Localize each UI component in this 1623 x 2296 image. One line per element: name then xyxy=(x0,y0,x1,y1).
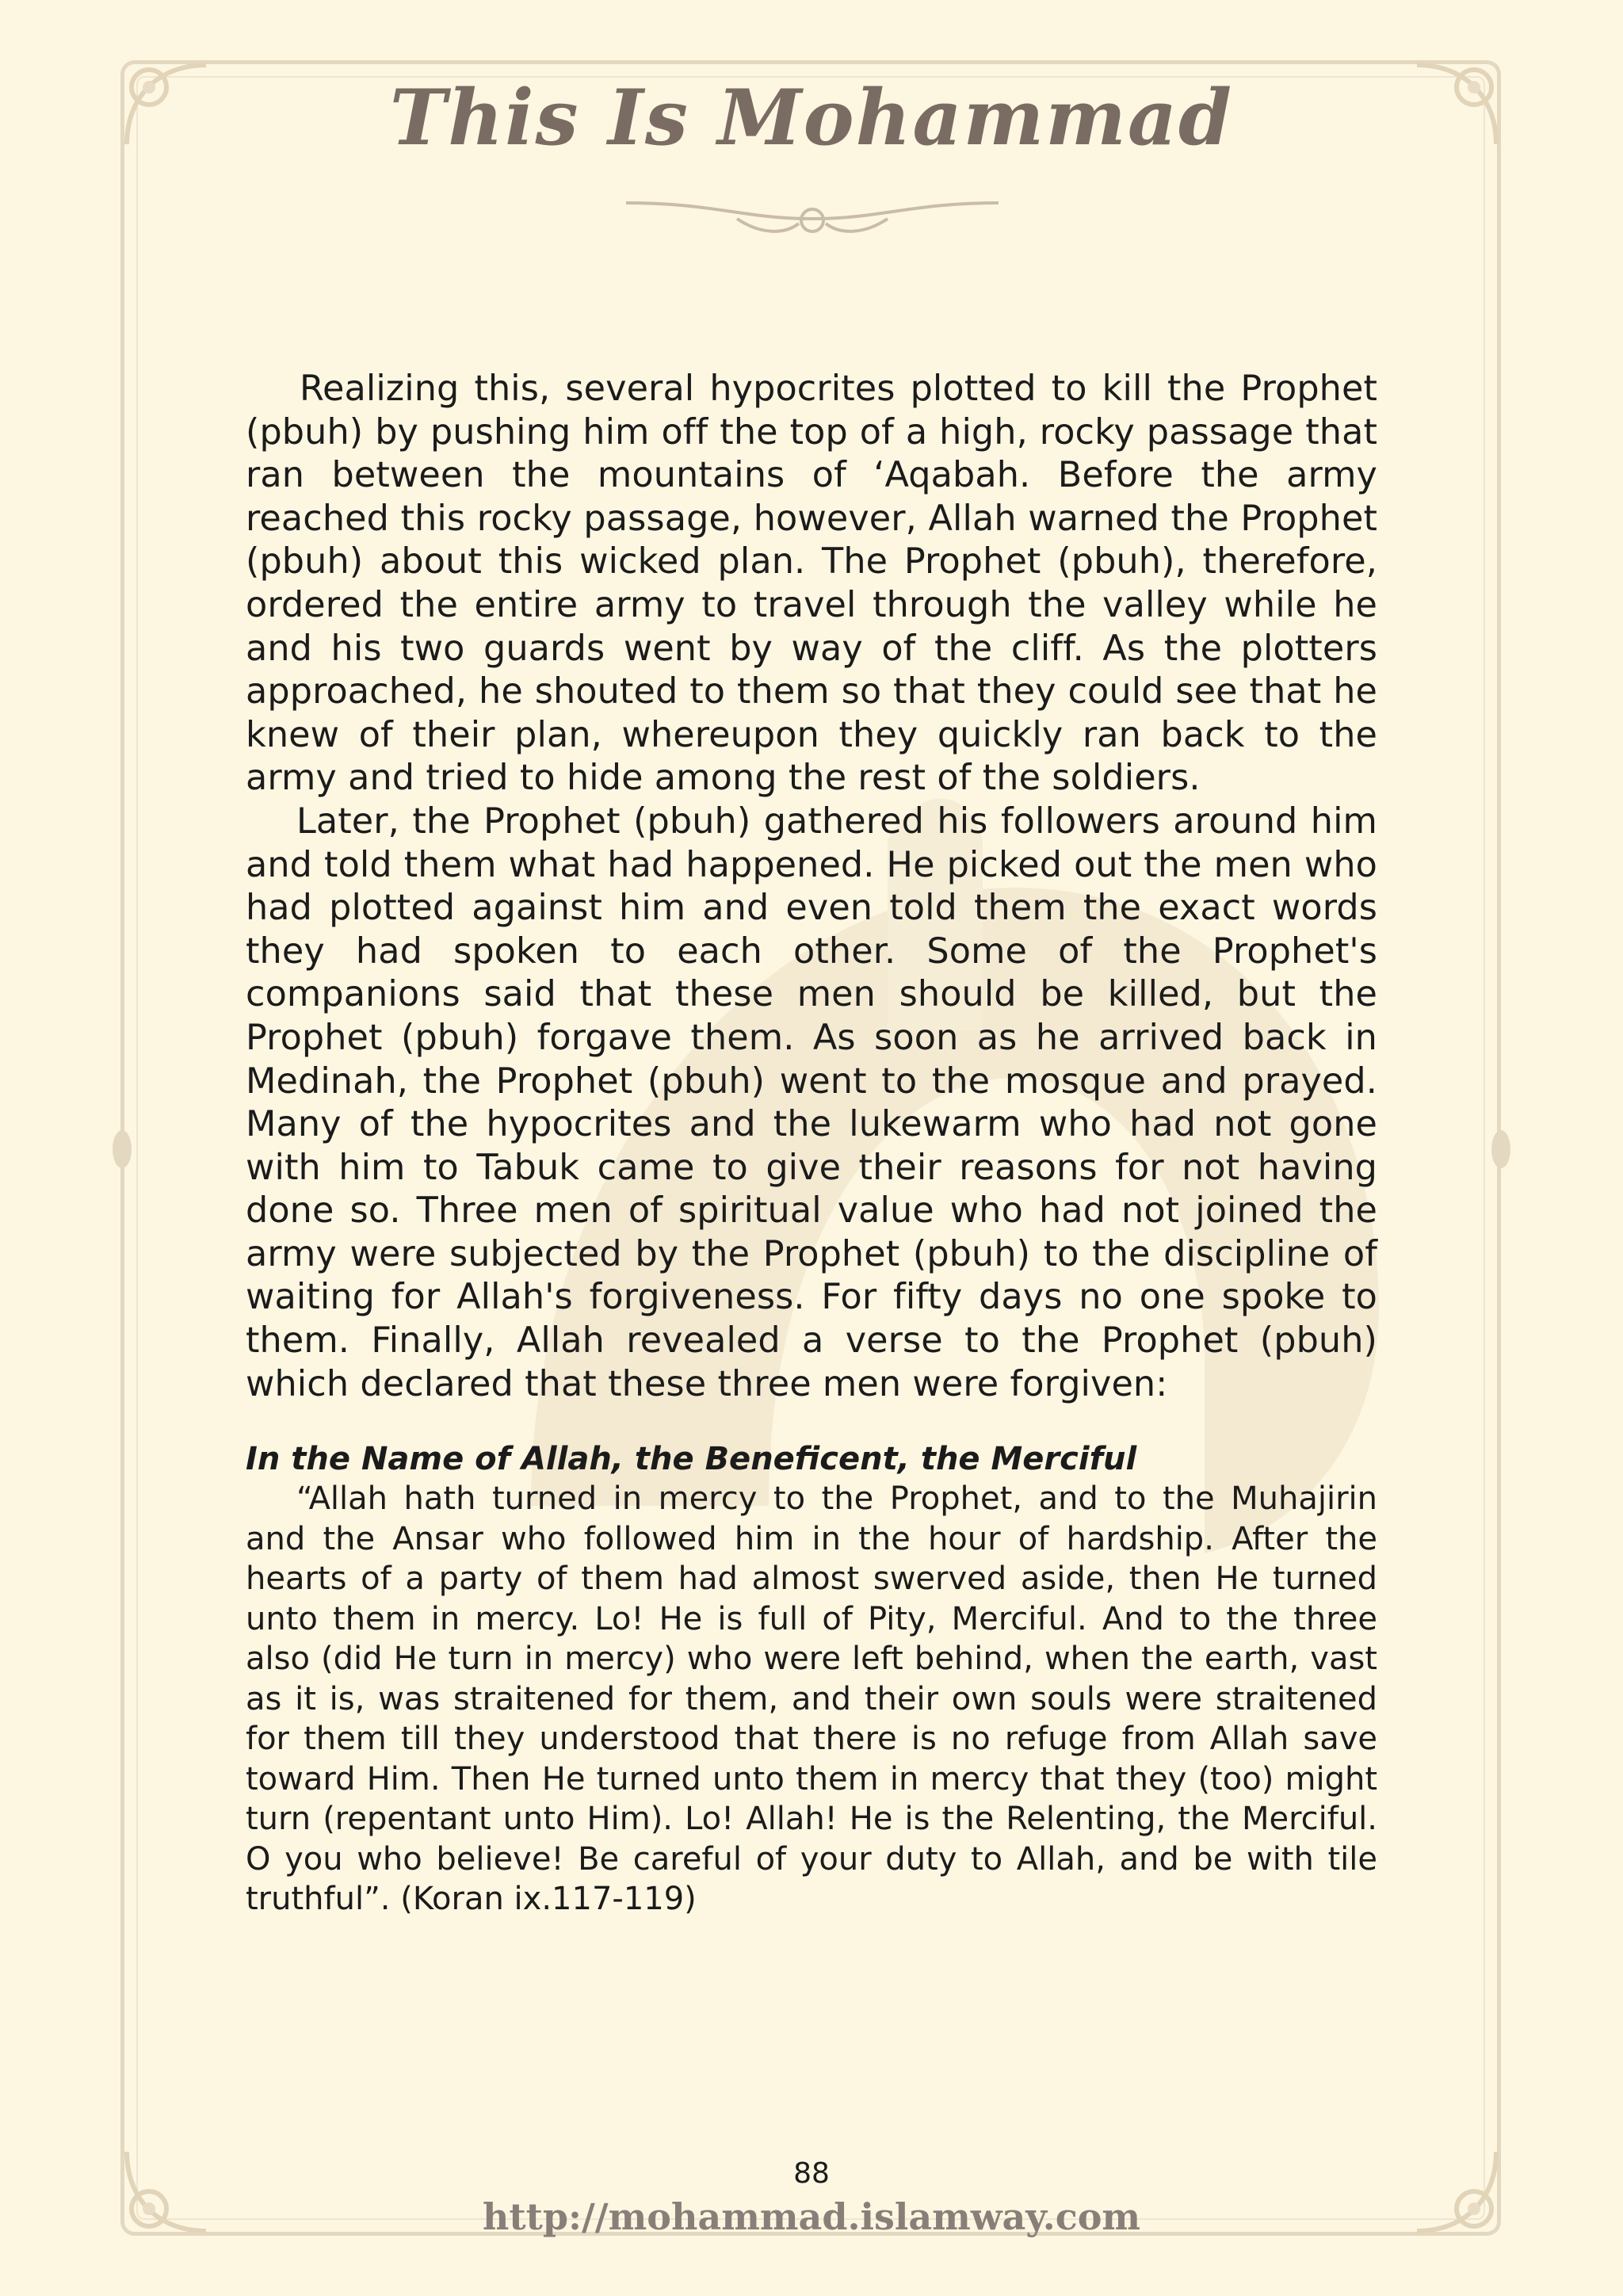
title-flourish-icon xyxy=(618,187,1006,243)
body-paragraph: Later, the Prophet (pbuh) gathered his followers around him and told them what had happened. He picked out the men who had plotted against him and even told them the exact words they had spoken to each other. Some of the Prophet's companions said that these men should be killed, but the Prophet (pbuh) forgave them. As soon as he arrived back in Medinah, the Prophet (pbuh) went to the mosque and prayed. Many of the hypocrites and the lukewarm who had not gone with him to Tabuk came to give their reasons for not having done so. Three men of spiritual value who had not joined the army were subjected by the Prophet (pbuh) to the discipline of waiting for Allah's forgiveness. For fifty days no one spoke to them. Finally, Allah revealed a verse to the Prophet (pbuh) which declared that these three men were forgiven: xyxy=(246,800,1377,1404)
side-ornament-icon xyxy=(106,1125,138,1173)
quote-heading: In the Name of Allah, the Beneficent, the Merciful xyxy=(246,1441,1137,1478)
page-content xyxy=(246,368,1377,1920)
side-ornament-icon xyxy=(1485,1125,1517,1173)
page-number: 88 xyxy=(793,2157,830,2190)
footer-url: http://mohammad.islamway.com xyxy=(482,2195,1141,2238)
body-paragraph: Realizing this, several hypocrites plotted to kill the Prophet (pbuh) by pushing him off the top of a high, rocky passage that ran between the mountains of ‘Aqabah. Before the army reached this rocky passage, however, Allah warned the Prophet (pbuh) about this wicked plan. The Prophet (pbuh), therefore, ordered the entire army to travel through the valley while he and his two guards went by way of the cliff. As the plotters approached, he shouted to them so that they could see that he knew of their plan, whereupon they quickly ran back to the army and tried to hide among the rest of the soldiers. xyxy=(246,369,1377,799)
quote-text: “Allah hath turned in mercy to the Prophet, and to the Muhajirin and the Ansar who followed him in the hour of hardship. After the hearts of a party of them had almost swerved aside, then He turned unto them in mercy. Lo! He is full of Pity, Merciful. And to the three also (did He turn in mercy) who were left behind, when the earth, vast as it is, was straitened for them, and their own souls were straitened for them till they understood that there is no refuge from Allah save toward Him. Then He turned unto them in mercy that they (too) might turn (repentant unto Him). Lo! Allah! He is the Relenting, the Merciful. O you who believe! Be careful of your duty to Allah, and be with tile truthful”. (Koran ix.117-119) xyxy=(246,1480,1377,1918)
page-title: This Is Mohammad xyxy=(389,73,1234,162)
